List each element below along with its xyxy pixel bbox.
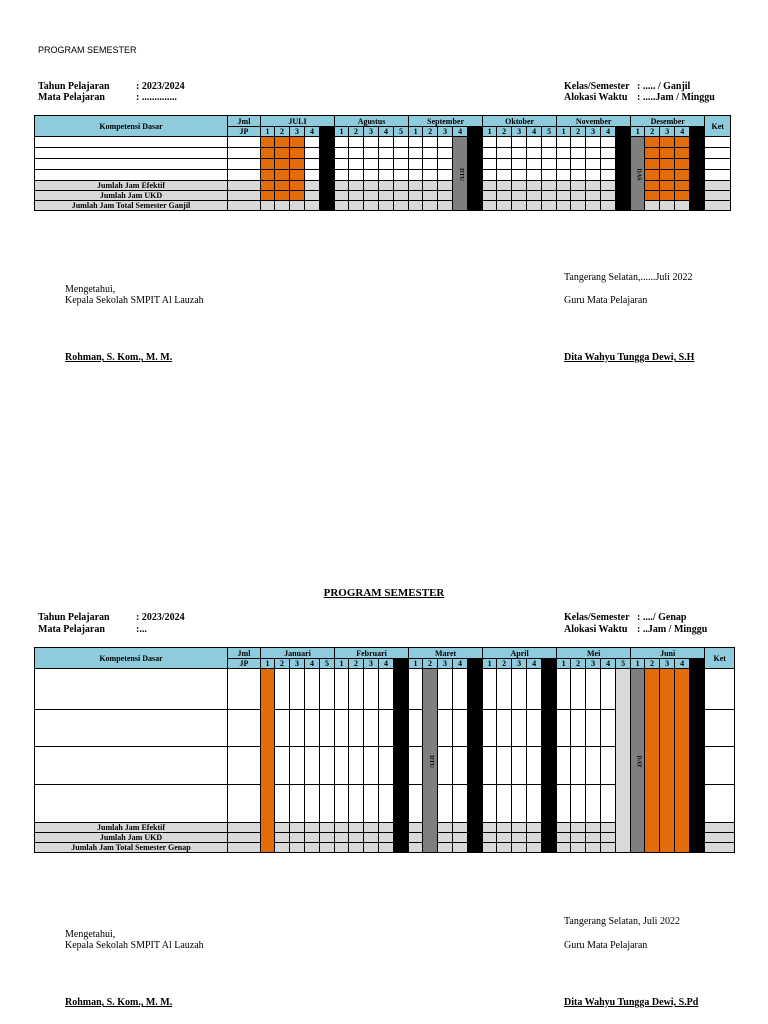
week-blank [394, 659, 409, 669]
row-label: Jumlah Jam Total Semester Genap [35, 843, 228, 853]
plain-page-title: PROGRAM SEMESTER [38, 45, 137, 55]
jp-cell[interactable] [228, 785, 261, 823]
kepala-sekolah-text: Kepala Sekolah SMPIT Al Lauzah [65, 940, 204, 951]
week-4: 4 [379, 127, 394, 137]
tahun-label: Tahun Pelajaran [38, 81, 110, 92]
week-1: 1 [409, 127, 423, 137]
week-3: 3 [290, 659, 305, 669]
tahun-pelajaran-row [38, 612, 185, 623]
kelas-value: : ..... / Ganjil [637, 81, 691, 92]
row-label: Jumlah Jam Total Semester Ganjil [35, 201, 228, 211]
week-4: 4 [527, 659, 542, 669]
week-5: 5 [394, 127, 409, 137]
week-1: 1 [335, 659, 349, 669]
week-3: 3 [438, 659, 453, 669]
jml-header: Jml [228, 116, 261, 127]
week-2: 2 [571, 659, 586, 669]
ket-cell[interactable] [705, 159, 731, 170]
kd-cell[interactable] [35, 137, 228, 148]
vertical-label: DAS [635, 168, 642, 181]
kepala-sekolah-text: Kepala Sekolah SMPIT Al Lauzah [65, 295, 204, 306]
week-blank [468, 659, 483, 669]
week-1: 1 [631, 659, 645, 669]
mapel-value: :... [136, 624, 147, 635]
week-2: 2 [645, 127, 660, 137]
alokasi-value: : .....Jam / Minggu [637, 92, 715, 103]
place-date: Tangerang Selatan,......Juli 2022 [564, 272, 693, 283]
ket-header: Ket [705, 116, 731, 137]
row-label: Jumlah Jam UKD [35, 833, 228, 843]
month-header: Oktober [483, 116, 557, 127]
guru-name: Dita Wahyu Tungga Dewi, S.Pd [564, 997, 699, 1008]
kelas-semester-row [564, 81, 690, 92]
week-5: 5 [320, 659, 335, 669]
vertical-label-cell [631, 669, 645, 853]
week-blank [616, 127, 631, 137]
week-2: 2 [645, 659, 660, 669]
mengetahui-text: Mengetahui, [65, 929, 116, 940]
week-1: 1 [261, 659, 275, 669]
week-2: 2 [349, 127, 364, 137]
tahun-value: : 2023/2024 [136, 81, 185, 92]
month-header: Agustus [335, 116, 409, 127]
week-5: 5 [542, 127, 557, 137]
week-3: 3 [660, 659, 675, 669]
vertical-label-cell [631, 137, 645, 211]
ket-cell[interactable] [705, 710, 735, 747]
week-3: 3 [586, 127, 601, 137]
week-4: 4 [305, 659, 320, 669]
month-header: September [409, 116, 483, 127]
table-row [35, 137, 731, 148]
ket-cell[interactable] [705, 170, 731, 181]
week-1: 1 [483, 659, 497, 669]
alokasi-value: : ..Jam / Minggu [637, 624, 708, 635]
kelas-value: : ..../ Genap [637, 612, 687, 623]
week-4: 4 [379, 659, 394, 669]
week-1: 1 [483, 127, 497, 137]
week-1: 1 [335, 127, 349, 137]
week-blank [690, 127, 705, 137]
vertical-label-cell [453, 137, 468, 211]
week-3: 3 [586, 659, 601, 669]
week-2: 2 [497, 659, 512, 669]
month-header: Januari [261, 648, 335, 659]
jp-header: JP [228, 659, 261, 669]
month-header: Desember [631, 116, 705, 127]
vertical-label: DTU [427, 755, 434, 768]
month-header: November [557, 116, 631, 127]
week-1: 1 [261, 127, 275, 137]
week-blank [542, 659, 557, 669]
month-header: Maret [409, 648, 483, 659]
kd-cell[interactable] [35, 170, 228, 181]
jp-cell[interactable] [228, 137, 261, 148]
jp-cell[interactable] [228, 747, 261, 785]
ket-cell[interactable] [705, 669, 735, 710]
week-4: 4 [305, 127, 320, 137]
ket-cell[interactable] [705, 137, 731, 148]
kd-cell[interactable] [35, 747, 228, 785]
kd-cell[interactable] [35, 710, 228, 747]
table-row [35, 669, 735, 710]
week-3: 3 [438, 127, 453, 137]
alokasi-waktu-row [564, 624, 707, 635]
tahun-value: : 2023/2024 [136, 612, 185, 623]
week-1: 1 [557, 127, 571, 137]
mapel-label: Mata Pelajaran [38, 624, 105, 635]
kelas-semester-row [564, 612, 686, 623]
kd-header: Kompetensi Dasar [35, 648, 228, 669]
week-2: 2 [275, 127, 290, 137]
row-label: Jumlah Jam Efektif [35, 181, 228, 191]
jp-header: JP [228, 127, 261, 137]
week-4: 4 [453, 659, 468, 669]
tahun-pelajaran-row [38, 81, 185, 92]
jp-cell[interactable] [228, 170, 261, 181]
semester-genap-table [34, 647, 735, 853]
week-3: 3 [512, 659, 527, 669]
month-header: April [483, 648, 557, 659]
kd-header: Kompetensi Dasar [35, 116, 228, 137]
alokasi-label: Alokasi Waktu [564, 92, 628, 103]
month-header: JULI [261, 116, 335, 127]
tahun-label: Tahun Pelajaran [38, 612, 110, 623]
kepala-sekolah-name: Rohman, S. Kom., M. M. [65, 997, 173, 1008]
kepala-sekolah-name: Rohman, S. Kom., M. M. [65, 352, 173, 363]
week-4: 4 [601, 127, 616, 137]
week-4: 4 [453, 127, 468, 137]
week-1: 1 [631, 127, 645, 137]
week-2: 2 [423, 659, 438, 669]
jp-cell[interactable] [228, 159, 261, 170]
jp-cell[interactable] [228, 710, 261, 747]
alokasi-waktu-row [564, 92, 715, 103]
jml-header: Jml [228, 648, 261, 659]
week-5: 5 [616, 659, 631, 669]
month-header: Juni [631, 648, 705, 659]
kd-cell[interactable] [35, 159, 228, 170]
week-3: 3 [364, 127, 379, 137]
week-blank [468, 127, 483, 137]
week-4: 4 [527, 127, 542, 137]
kelas-label: Kelas/Semester [564, 81, 630, 92]
row-label: Jumlah Jam Efektif [35, 823, 228, 833]
week-2: 2 [571, 127, 586, 137]
place-date: Tangerang Selatan, Juli 2022 [564, 916, 680, 927]
ket-cell[interactable] [705, 148, 731, 159]
week-3: 3 [364, 659, 379, 669]
guru-name: Dita Wahyu Tungga Dewi, S.H [564, 352, 695, 363]
week-4: 4 [601, 659, 616, 669]
alokasi-label: Alokasi Waktu [564, 624, 628, 635]
kd-cell[interactable] [35, 785, 228, 823]
kelas-label: Kelas/Semester [564, 612, 630, 623]
week-3: 3 [660, 127, 675, 137]
semester-ganjil-table [34, 115, 731, 211]
week-3: 3 [512, 127, 527, 137]
week-2: 2 [275, 659, 290, 669]
week-3: 3 [290, 127, 305, 137]
vertical-label: DTU [457, 168, 464, 181]
ket-header: Ket [705, 648, 735, 669]
mata-pelajaran-row [38, 624, 147, 635]
week-blank [690, 659, 705, 669]
mata-pelajaran-row [38, 92, 177, 103]
kd-cell[interactable] [35, 669, 228, 710]
week-2: 2 [497, 127, 512, 137]
week-4: 4 [675, 659, 690, 669]
week-2: 2 [349, 659, 364, 669]
vertical-label: DAT [635, 755, 642, 768]
kd-cell[interactable] [35, 148, 228, 159]
month-header: Mei [557, 648, 631, 659]
mapel-label: Mata Pelajaran [38, 92, 105, 103]
week-4: 4 [675, 127, 690, 137]
vertical-label-cell [423, 669, 438, 853]
jp-cell[interactable] [228, 669, 261, 710]
guru-text: Guru Mata Pelajaran [564, 940, 648, 951]
row-label: Jumlah Jam UKD [35, 191, 228, 201]
week-2: 2 [423, 127, 438, 137]
mengetahui-text: Mengetahui, [65, 284, 116, 295]
mapel-value: : .............. [136, 92, 177, 103]
week-blank [320, 127, 335, 137]
week-1: 1 [557, 659, 571, 669]
week-1: 1 [409, 659, 423, 669]
guru-text: Guru Mata Pelajaran [564, 295, 648, 306]
month-header: Februari [335, 648, 409, 659]
page-title: PROGRAM SEMESTER [323, 587, 445, 599]
jp-cell[interactable] [228, 148, 261, 159]
ket-cell[interactable] [705, 747, 735, 785]
ket-cell[interactable] [705, 785, 735, 823]
